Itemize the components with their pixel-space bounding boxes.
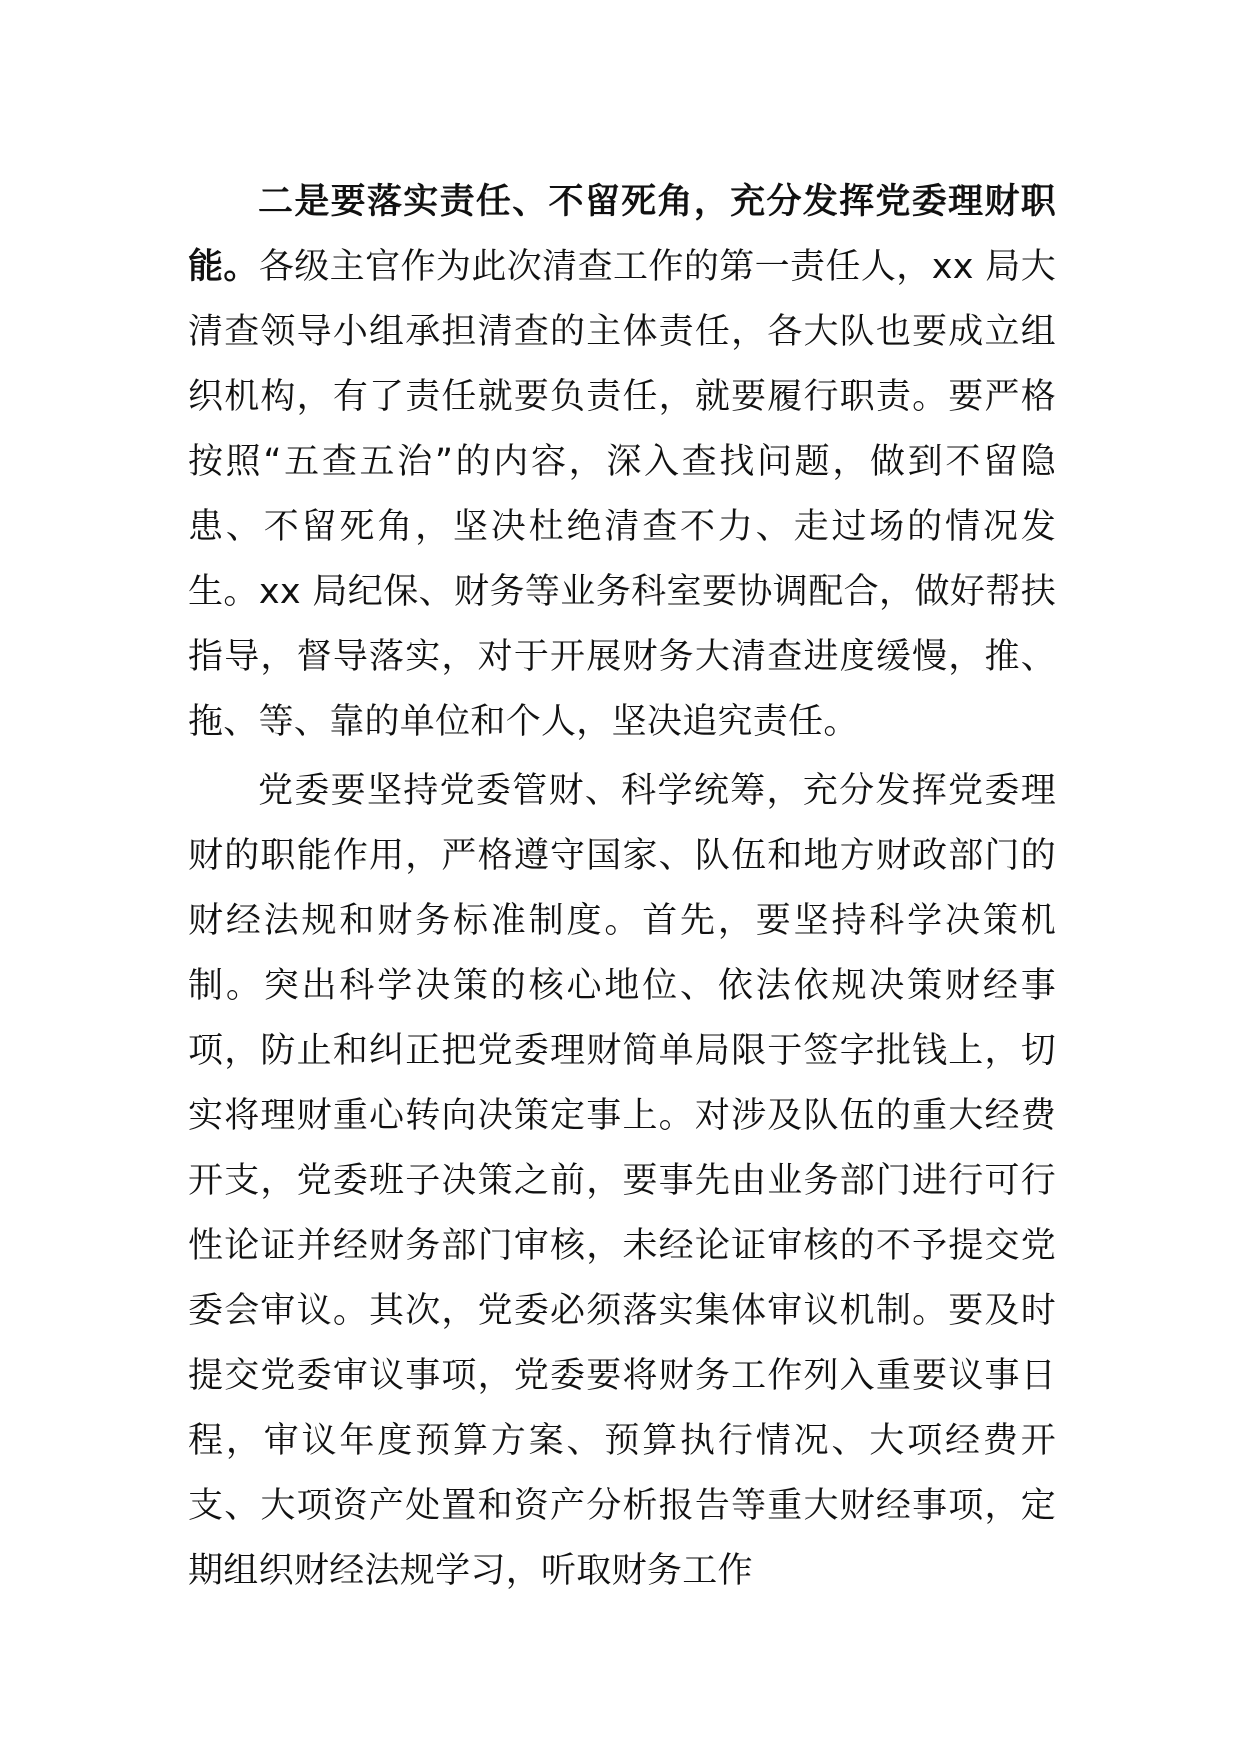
- body-text: [188, 170, 1056, 1604]
- paragraph-body: 各级主官作为此次清查工作的第一责任人，xx 局大清查领导小组承担清查的主体责任，各大队也要成立组织机构，有了责任就要负责任，就要履行职责。要严格按照“五查五治”的内容，深入查找问题，做到不留隐患、不留死角，坚决杜绝清查不力、走过场的情况发生。xx 局纪保、财务等业务科室要协调配合，做好帮扶指导，督导落实，对于开展财务大清查进度缓慢，推、拖、等、靠的单位和个人，坚决追究责任。: [188, 247, 1056, 742]
- paragraph-lead-heading: 二是要落实责任、不留死角，充分发挥党委理财职能。: [188, 182, 1056, 287]
- paragraph-responsibility: [188, 170, 1056, 755]
- paragraph-body: 党委要坚持党委管财、科学统筹，充分发挥党委理财的职能作用，严格遵守国家、队伍和地方财政部门的财经法规和财务标准制度。首先，要坚持科学决策机制。突出科学决策的核心地位、依法依规决策财经事项，防止和纠正把党委理财简单局限于签字批钱上，切实将理财重心转向决策定事上。对涉及队伍的重大经费开支，党委班子决策之前，要事先由业务部门进行可行性论证并经财务部门审核，未经论证审核的不予提交党委会审议。其次，党委必须落实集体审议机制。要及时提交党委审议事项，党委要将财务工作列入重要议事日程，审议年度预算方案、预算执行情况、大项经费开支、大项资产处置和资产分析报告等重大财经事项，定期组织财经法规学习，听取财务工作: [188, 771, 1056, 1591]
- paragraph-party-finance: [188, 759, 1056, 1604]
